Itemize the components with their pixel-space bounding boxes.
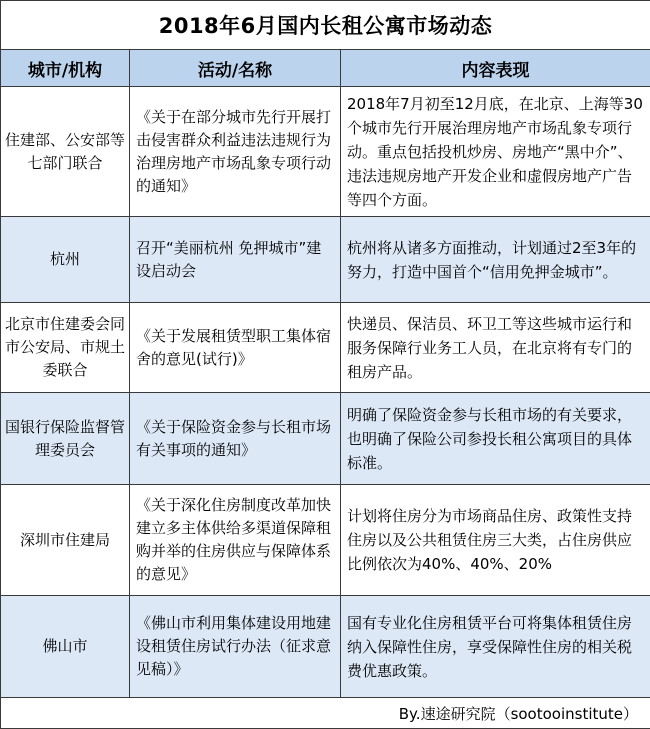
row-org: 国银行保险监督管理委员会 bbox=[1, 393, 130, 485]
row-activity: 《关于保险资金参与长租市场有关事项的通知》 bbox=[130, 393, 341, 485]
header-row bbox=[1, 50, 650, 87]
row-activity: 《佛山市利用集体建设用地建设租赁住房试行办法（征求意见稿）》 bbox=[130, 596, 341, 698]
header-content: 内容表现 bbox=[341, 50, 650, 87]
table-row bbox=[1, 303, 650, 393]
row-content: 明确了保险资金参与长租市场的有关要求，也明确了保险公司参投长租公寓项目的具体标准。 bbox=[341, 393, 650, 485]
source-credit: By.速途研究院（sootooinstitute） bbox=[1, 698, 650, 729]
row-content: 2018年7月初至12月底，在北京、上海等30个城市先行开展治理房地产市场乱象专项行动。重点包括投机炒房、房地产“黑中介”、违法违规房地产开发企业和虚假房地产广告等四个方面。 bbox=[341, 87, 650, 217]
table-row bbox=[1, 393, 650, 485]
table-row bbox=[1, 596, 650, 698]
row-content: 杭州将从诸多方面推动，计划通过2至3年的努力，打造中国首个“信用免押金城市”。 bbox=[341, 217, 650, 303]
footer-row bbox=[1, 698, 650, 729]
title-row bbox=[1, 1, 650, 50]
row-org: 深圳市住建局 bbox=[1, 485, 130, 596]
table-title: 2018年6月国内长租公寓市场动态 bbox=[1, 1, 650, 50]
row-activity: 《关于深化住房制度改革加快建立多主体供给多渠道保障租购并举的住房供应与保障体系的意见》 bbox=[130, 485, 341, 596]
header-org: 城市/机构 bbox=[1, 50, 130, 87]
table-row bbox=[1, 217, 650, 303]
row-org: 佛山市 bbox=[1, 596, 130, 698]
header-activity: 活动/名称 bbox=[130, 50, 341, 87]
row-activity: 召开“美丽杭州 免押城市”建设启动会 bbox=[130, 217, 341, 303]
row-activity: 《关于发展租赁型职工集体宿舍的意见(试行)》 bbox=[130, 303, 341, 393]
table-row bbox=[1, 87, 650, 217]
row-org: 住建部、公安部等七部门联合 bbox=[1, 87, 130, 217]
row-content: 国有专业化住房租赁平台可将集体租赁住房纳入保障性住房，享受保障性住房的相关税费优惠政策。 bbox=[341, 596, 650, 698]
row-org: 北京市住建委会同市公安局、市规土委联合 bbox=[1, 303, 130, 393]
row-content: 计划将住房分为市场商品住房、政策性支持住房以及公共租赁住房三大类，占住房供应比例依次为40%、40%、20% bbox=[341, 485, 650, 596]
row-content: 快递员、保洁员、环卫工等这些城市运行和服务保障行业务工人员，在北京将有专门的租房产品。 bbox=[341, 303, 650, 393]
row-activity: 《关于在部分城市先行开展打击侵害群众利益违法违规行为 治理房地产市场乱象专项行动的通知》 bbox=[130, 87, 341, 217]
table-row bbox=[1, 485, 650, 596]
row-org: 杭州 bbox=[1, 217, 130, 303]
